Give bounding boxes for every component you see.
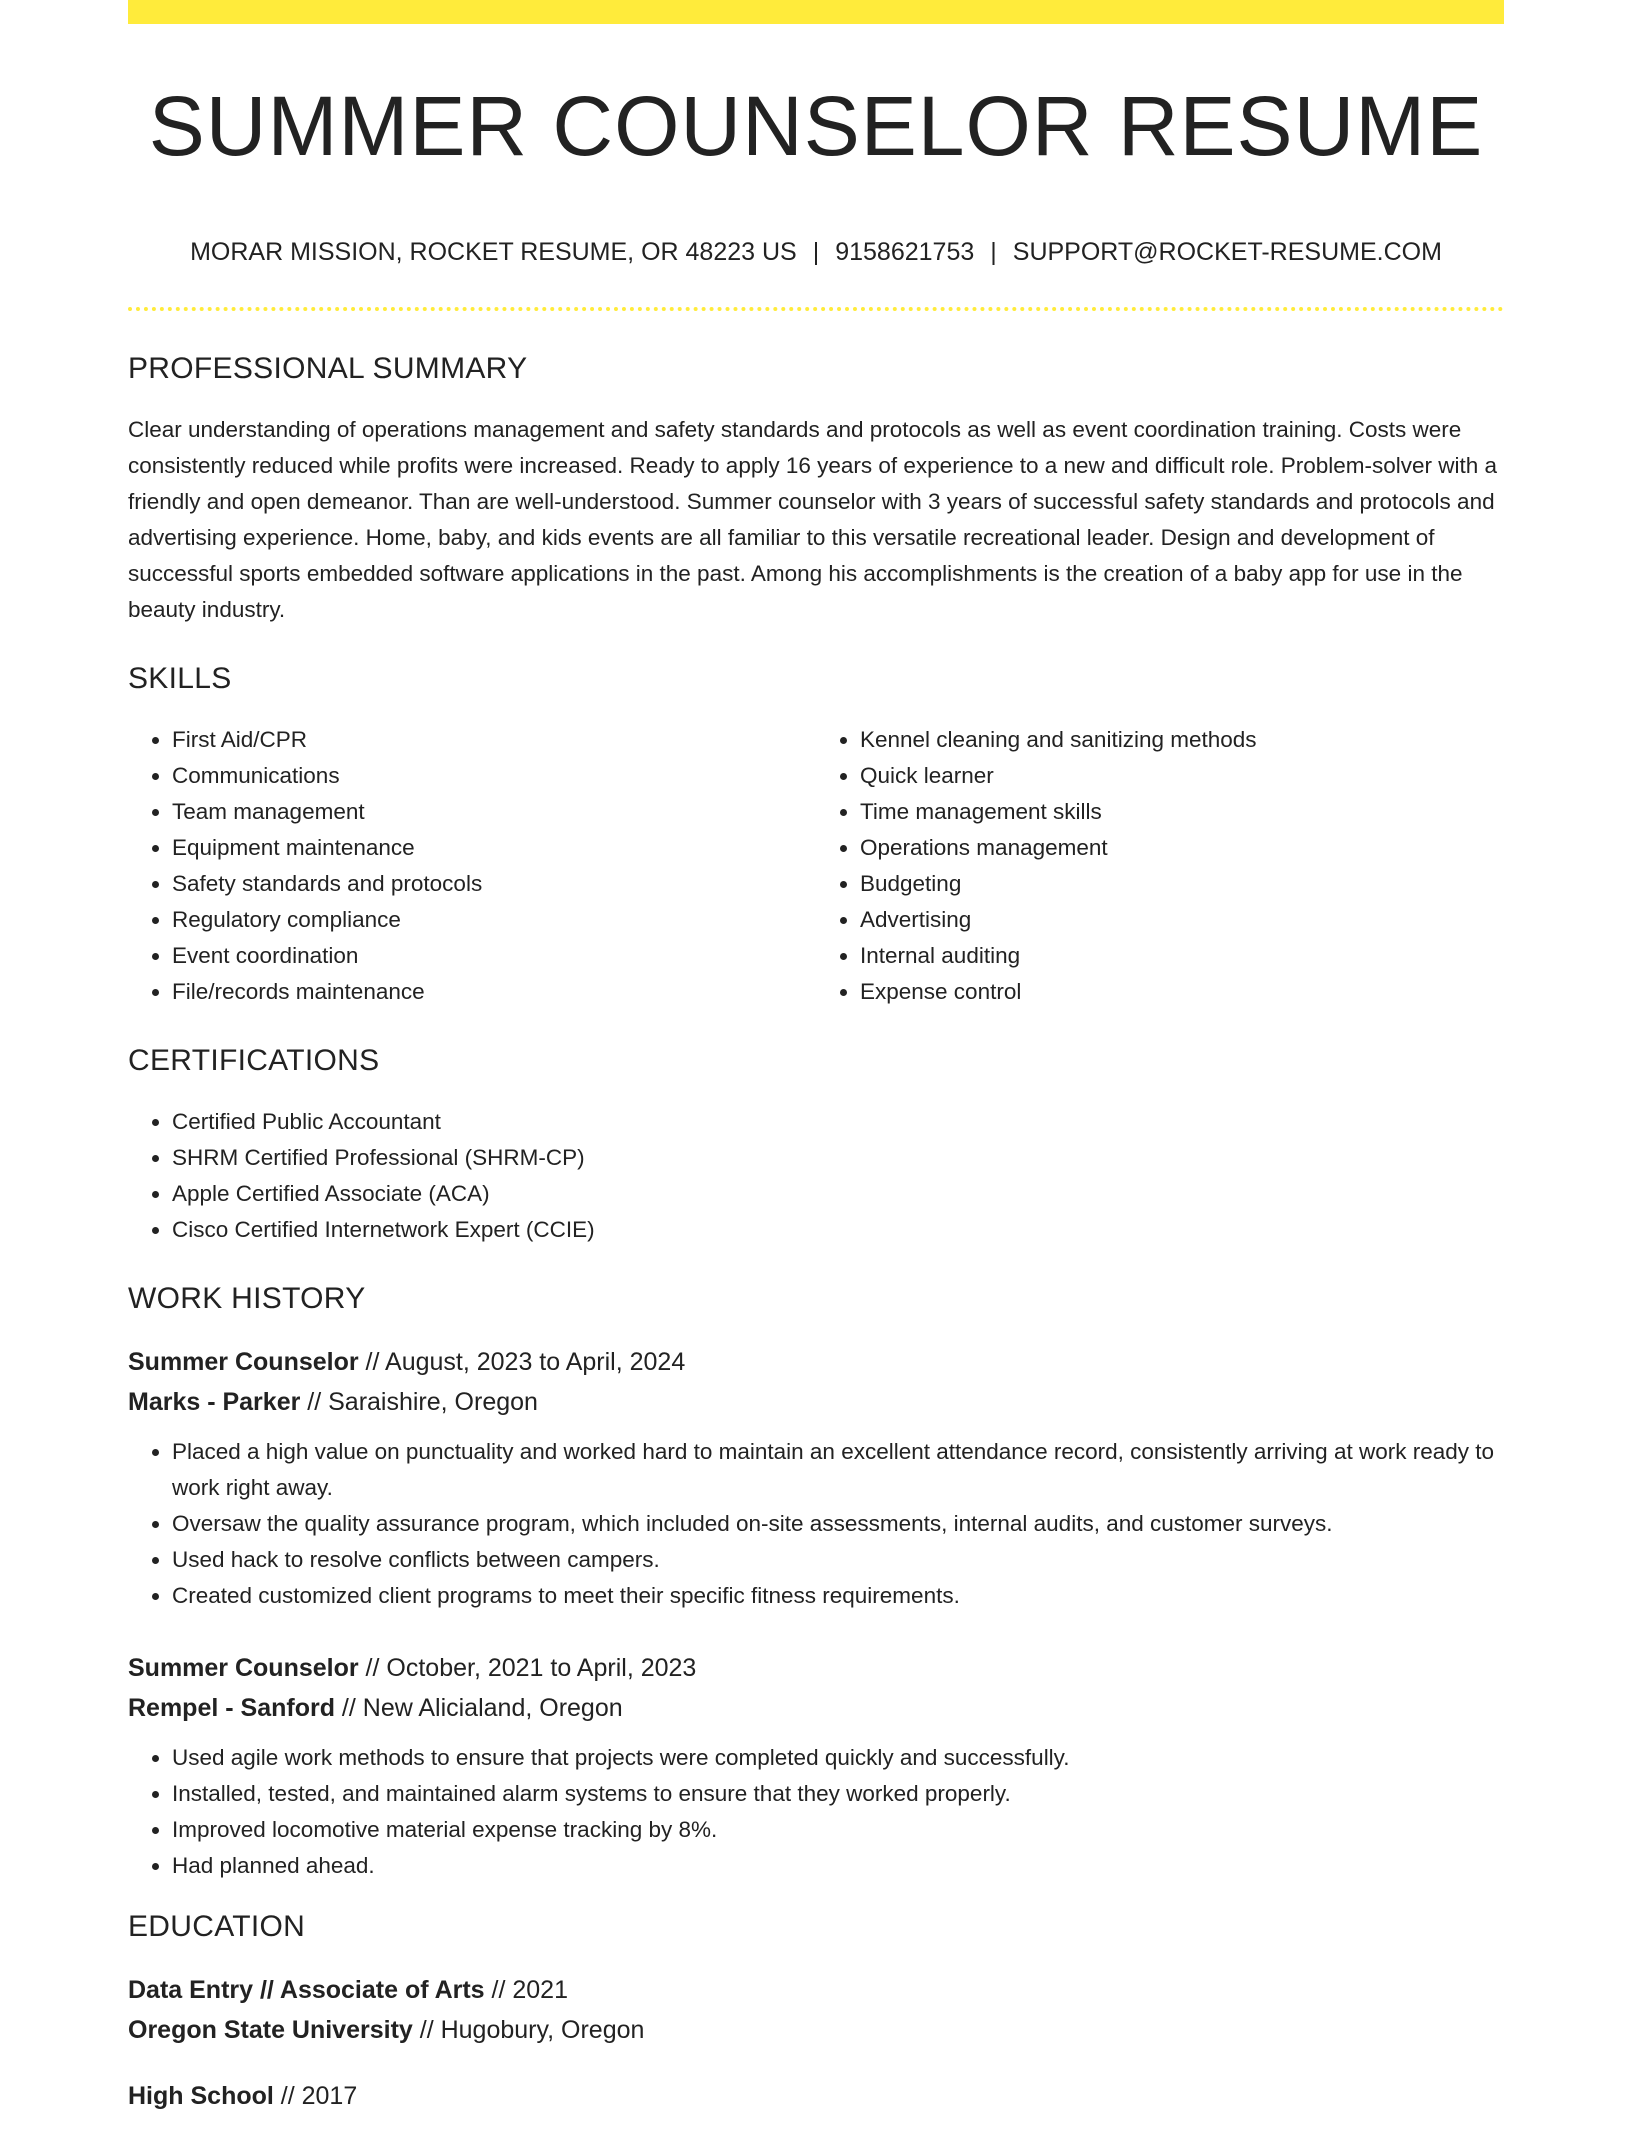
job-header	[128, 1342, 1504, 1422]
skill-item: • Budgeting	[860, 866, 1504, 902]
certification-item: • SHRM Certified Professional (SHRM-CP)	[172, 1140, 1504, 1176]
summary-heading: PROFESSIONAL SUMMARY	[128, 352, 528, 385]
job-location: // New Alicialand, Oregon	[334, 1694, 623, 1722]
skill-item: • Kennel cleaning and sanitizing methods	[860, 722, 1504, 758]
skill-item: • Expense control	[860, 974, 1504, 1010]
education-entry	[128, 2076, 1504, 2116]
work-history-section	[128, 1282, 1504, 1884]
contact-separator: |	[990, 238, 997, 266]
skill-item: • Advertising	[860, 902, 1504, 938]
skills-columns	[128, 722, 1504, 1010]
education-year: // 2017	[273, 2082, 358, 2110]
skill-item: • Team management	[172, 794, 816, 830]
education-entry	[128, 1970, 1504, 2050]
education-year: // 2021	[484, 1976, 568, 2004]
job-dates: // August, 2023 to April, 2024	[358, 1348, 686, 1376]
education-school: Oregon State University	[128, 2016, 413, 2044]
education-school-line	[128, 2010, 1504, 2050]
contact-separator: |	[812, 238, 820, 266]
job-title: Summer Counselor	[128, 1348, 359, 1376]
skill-item: • Time management skills	[860, 794, 1504, 830]
job-bullets	[128, 1434, 1504, 1614]
job-title-line	[128, 1342, 1504, 1382]
top-accent-bar	[128, 0, 1504, 24]
certifications-heading: CERTIFICATIONS	[128, 1044, 380, 1077]
skill-item: • File/records maintenance	[172, 974, 816, 1010]
education-heading: EDUCATION	[128, 1910, 306, 1943]
job-bullet: • Created customized client programs to meet their specific fitness requirements.	[172, 1578, 1504, 1614]
job-bullets	[128, 1740, 1504, 1884]
education-degree-line	[128, 2076, 1504, 2116]
education-degree-line	[128, 1970, 1504, 2010]
skill-item: • Communications	[172, 758, 816, 794]
certifications-section	[128, 1044, 1504, 1248]
education-location: // Hugobury, Oregon	[412, 2016, 645, 2044]
contact-line	[128, 238, 1504, 267]
skill-item: • Operations management	[860, 830, 1504, 866]
work-history-heading: WORK HISTORY	[128, 1282, 366, 1315]
education-section	[128, 1910, 1504, 2116]
skill-item: • Internal auditing	[860, 938, 1504, 974]
certification-item: • Apple Certified Associate (ACA)	[172, 1176, 1504, 1212]
skill-item: • First Aid/CPR	[172, 722, 816, 758]
education-degree: Data Entry // Associate of Arts	[128, 1976, 485, 2004]
resume-title: SUMMER COUNSELOR RESUME	[148, 79, 1484, 173]
skill-item: • Safety standards and protocols	[172, 866, 816, 902]
certification-item: • Certified Public Accountant	[172, 1104, 1504, 1140]
job-location: // Saraishire, Oregon	[300, 1388, 538, 1416]
job-bullet: • Oversaw the quality assurance program, which included on-site assessments, internal audits, and customer surveys.	[172, 1506, 1504, 1542]
job-bullet: • Used hack to resolve conflicts between campers.	[172, 1542, 1504, 1578]
job-title-line	[128, 1648, 1504, 1688]
contact-address: MORAR MISSION, ROCKET RESUME, OR 48223 US	[190, 238, 797, 266]
job-bullet: • Placed a high value on punctuality and worked hard to maintain an excellent attendance record, consistently arriving at work ready to work right away.	[172, 1434, 1504, 1506]
job-bullet: • Had planned ahead.	[172, 1848, 1504, 1884]
job-title: Summer Counselor	[128, 1654, 359, 1682]
job-bullet: • Improved locomotive material expense tracking by 8%.	[172, 1812, 1504, 1848]
job-header	[128, 1648, 1504, 1728]
job-company-line	[128, 1382, 1504, 1422]
job-company: Rempel - Sanford	[128, 1694, 335, 1722]
job-entry	[128, 1342, 1504, 1614]
skills-list-right	[816, 722, 1504, 1010]
job-entry	[128, 1648, 1504, 1884]
contact-email: SUPPORT@ROCKET-RESUME.COM	[1012, 238, 1442, 266]
skill-item: • Equipment maintenance	[172, 830, 816, 866]
certification-item: • Cisco Certified Internetwork Expert (CCIE)	[172, 1212, 1504, 1248]
summary-text: Clear understanding of operations management and safety standards and protocols as well as event coordination training. Costs were consistently reduced while profits were increased. Ready to apply 16 years of experience to a new and difficult role. Problem-solver with a friendly and open demeanor. Than are well-understood. Summer counselor with 3 years of successful safety standards and protocols and advertising experience. Home, baby, and kids events are all familiar to this versatile recreational leader. Design and development of successful sports embedded software applications in the past. Among his accomplishments is the creation of a baby app for use in the beauty industry.	[128, 417, 1498, 622]
summary-section	[128, 352, 1504, 628]
job-company: Marks - Parker	[128, 1388, 301, 1416]
skills-section	[128, 662, 1504, 1010]
skill-item: • Event coordination	[172, 938, 816, 974]
contact-phone: 9158621753	[835, 238, 975, 266]
skills-heading: SKILLS	[128, 662, 232, 695]
job-bullet: • Used agile work methods to ensure that projects were completed quickly and successfully.	[172, 1740, 1504, 1776]
resume-content	[128, 352, 1504, 2142]
job-dates: // October, 2021 to April, 2023	[358, 1654, 697, 1682]
skill-item: • Regulatory compliance	[172, 902, 816, 938]
skill-item: • Quick learner	[860, 758, 1504, 794]
job-company-line	[128, 1688, 1504, 1728]
job-bullet: • Installed, tested, and maintained alarm systems to ensure that they worked properly.	[172, 1776, 1504, 1812]
education-degree: High School	[128, 2082, 274, 2110]
skills-list-left	[128, 722, 816, 1010]
header-divider	[128, 307, 1504, 311]
certifications-list	[128, 1104, 1504, 1248]
